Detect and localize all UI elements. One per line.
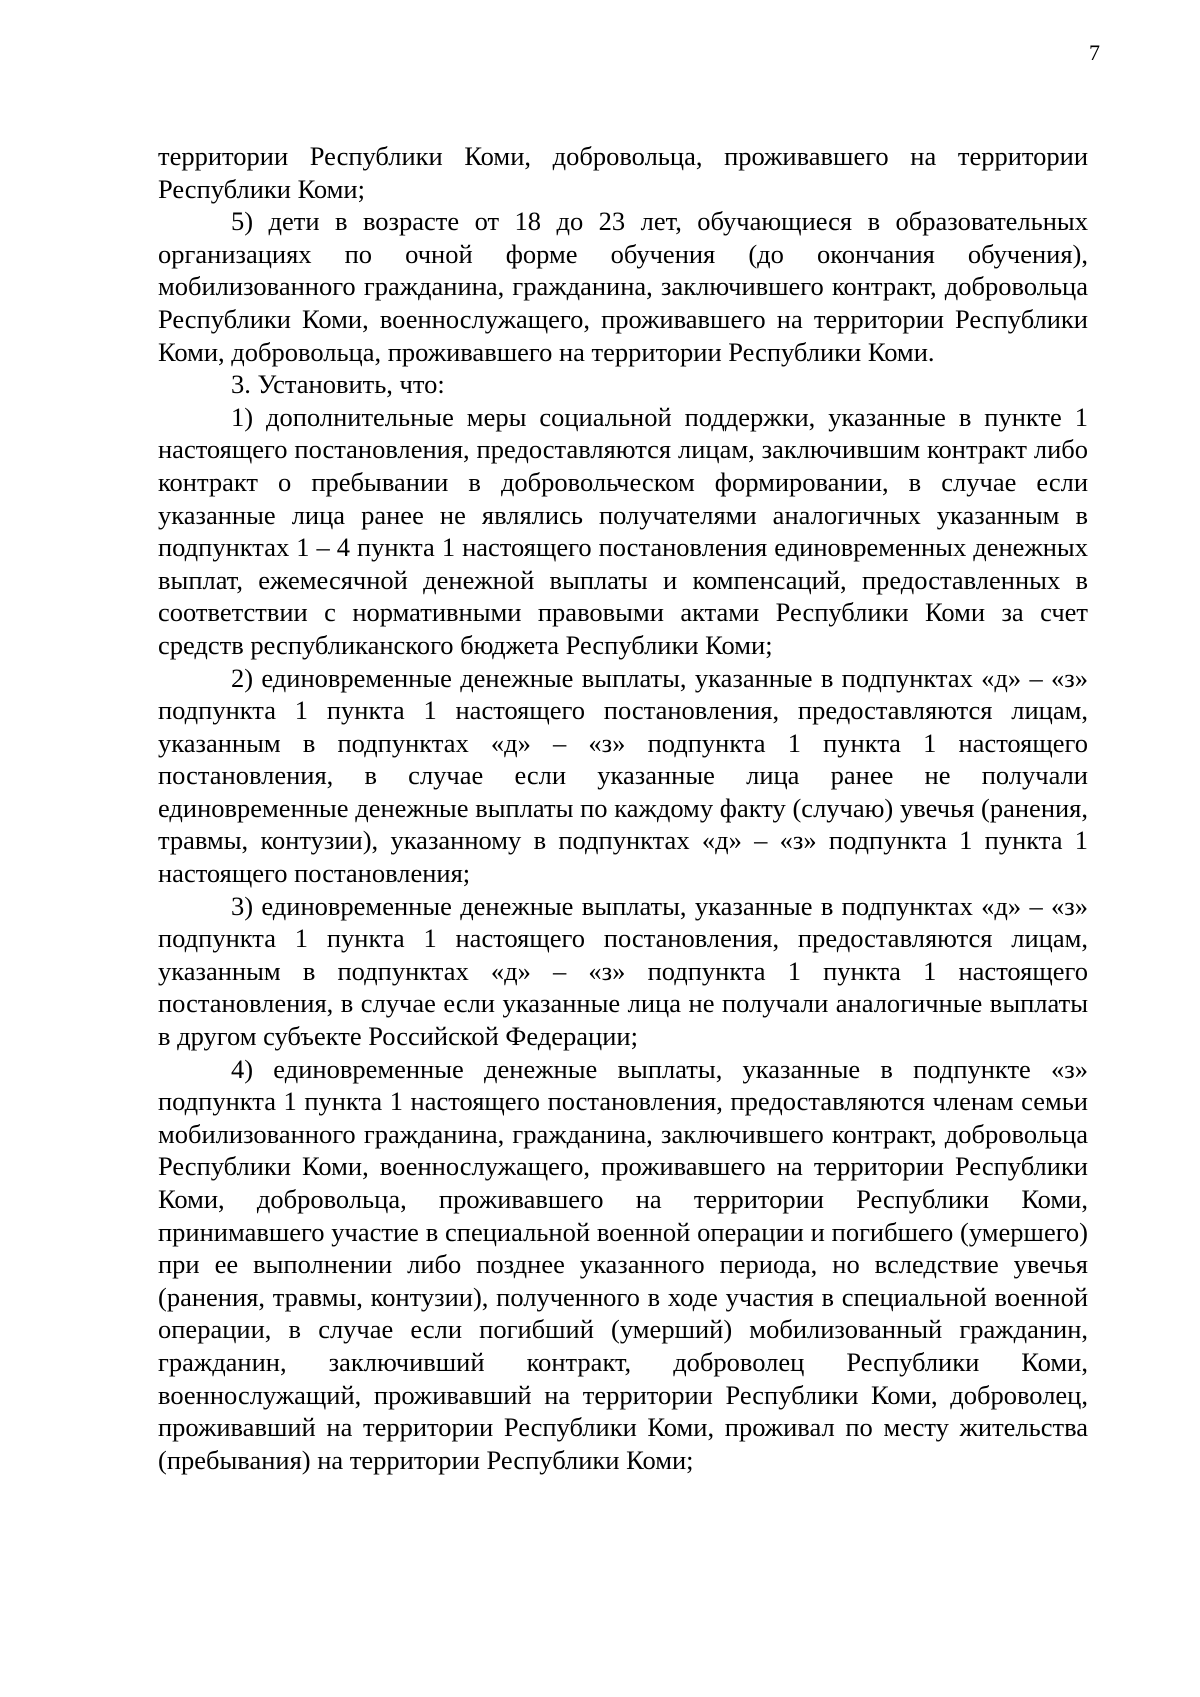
paragraph-item-1: 1) дополнительные меры социальной поддержки, указанные в пункте 1 настоящего постановления, предоставляются лицам, заключившим контракт либо контракт о пребывании в добровольческом формировании, в случае если указанные лица ранее не являлись получателями аналогичных указанным в подпунктах 1 – 4 пункта 1 настоящего постановления единовременных денежных выплат, ежемесячной денежной выплаты и компенсаций, предоставленных в соответствии с нормативными правовыми актами Республики Коми за счет средств республиканского бюджета Республики Коми; [158, 401, 1088, 660]
paragraph-section-3: 3. Установить, что: [231, 369, 445, 400]
paragraph-item-4: 4) единовременные денежные выплаты, указанные в подпункте «з» подпункта 1 пункта 1 настоящего постановления, предоставляются членам семьи мобилизованного гражданина, гражданина, заключившего контракт, добровольца Республики Коми, военнослужащего, проживавшего на территории Республики Коми, добровольца, проживавшего на территории Республики Коми, принимавшего участие в специальной военной операции и погибшего (умершего) при ее выполнении либо позднее указанного периода, но вследствие увечья (ранения, травмы, контузии), полученного в ходе участия в специальной военной операции, в случае если погибший (умерший) мобилизованный гражданин, гражданин, заключивший контракт, доброволец Республики Коми, военнослужащий, проживавший на территории Республики Коми, доброволец, проживавший на территории Республики Коми, проживал по месту жительства (пребывания) на территории Республики Коми; [158, 1053, 1088, 1475]
paragraph-continuation: территории Республики Коми, добровольца, проживавшего на территории Республики Коми; [158, 141, 1088, 204]
paragraph-item-5: 5) дети в возрасте от 18 до 23 лет, обучающиеся в образовательных организациях по очной форме обучения (до окончания обучения), мобилизованного гражданина, гражданина, заключившего контракт, добровольца Республики Коми, военнослужащего, проживавшего на территории Республики Коми, добровольца, проживавшего на территории Республики Коми. [158, 206, 1088, 367]
document-body [158, 140, 1088, 1476]
paragraph-item-2: 2) единовременные денежные выплаты, указанные в подпунктах «д» – «з» подпункта 1 пункта 1 настоящего постановления, предоставляются лицам, указанным в подпунктах «д» – «з» подпункта 1 пункта 1 настоящего постановления, в случае если указанные лица ранее не получали единовременные денежные выплаты по каждому факту (случаю) увечья (ранения, травмы, контузии), указанному в подпунктах «д» – «з» подпункта 1 пункта 1 настоящего постановления; [158, 662, 1088, 889]
page-number: 7 [1089, 40, 1100, 65]
paragraph-item-3: 3) единовременные денежные выплаты, указанные в подпунктах «д» – «з» подпункта 1 пункта 1 настоящего постановления, предоставляются лицам, указанным в подпунктах «д» – «з» подпункта 1 пункта 1 настоящего постановления, в случае если указанные лица не получали аналогичные выплаты в другом субъекте Российской Федерации; [158, 890, 1088, 1052]
